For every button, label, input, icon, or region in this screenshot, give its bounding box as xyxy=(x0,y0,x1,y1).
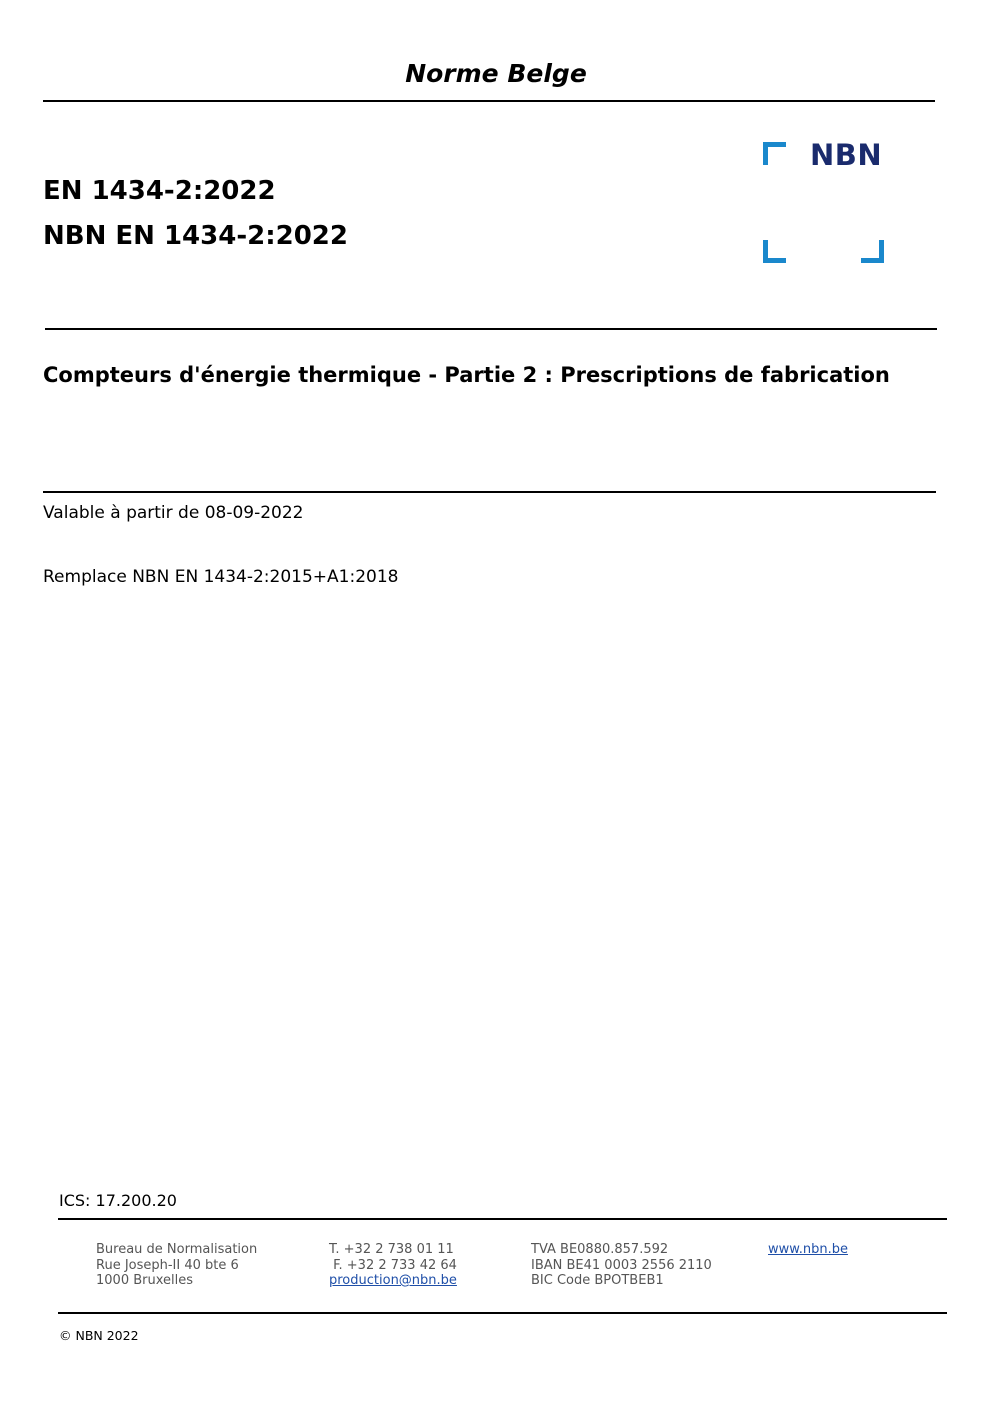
footer-web xyxy=(768,1242,848,1258)
footer-address-line: Bureau de Normalisation xyxy=(96,1242,258,1257)
logo-corner-top-left xyxy=(763,142,786,165)
title-top-divider xyxy=(45,328,937,330)
footer-address-line: Rue Joseph-II 40 bte 6 xyxy=(96,1257,239,1273)
title-bottom-divider xyxy=(43,491,936,493)
document-title: Compteurs d'énergie thermique - Partie 2 : Prescriptions de fabrication xyxy=(43,363,890,387)
header-divider xyxy=(43,100,935,102)
logo-corner-bottom-left xyxy=(763,240,786,263)
footer-address xyxy=(96,1242,257,1289)
footer-address-line: 1000 Bruxelles xyxy=(96,1273,194,1288)
standard-code-nbn: NBN EN 1434-2:2022 xyxy=(43,221,348,251)
logo-text: NBN xyxy=(810,138,883,172)
copyright: © NBN 2022 xyxy=(59,1328,139,1343)
ics-code: ICS: 17.200.20 xyxy=(59,1191,177,1210)
footer-bottom-divider xyxy=(58,1312,947,1314)
footer-tva: TVA BE0880.857.592 xyxy=(531,1242,669,1257)
footer-top-divider xyxy=(58,1218,947,1220)
footer-bic: BIC Code BPOTBEB1 xyxy=(531,1273,664,1288)
nbn-logo xyxy=(763,138,884,263)
footer-fax: F. +32 2 733 42 64 xyxy=(329,1257,457,1273)
footer-website-link[interactable]: www.nbn.be xyxy=(768,1242,848,1257)
footer-banking xyxy=(531,1242,712,1289)
footer-email-link[interactable]: production@nbn.be xyxy=(329,1273,457,1288)
replaces: Remplace NBN EN 1434-2:2015+A1:2018 xyxy=(43,567,399,587)
footer-phone: T. +32 2 738 01 11 xyxy=(329,1242,454,1257)
logo-corner-bottom-right xyxy=(861,240,884,263)
footer-contact xyxy=(329,1242,457,1289)
standard-code-en: EN 1434-2:2022 xyxy=(43,176,276,206)
header-title: Norme Belge xyxy=(405,59,587,88)
footer-iban: IBAN BE41 0003 2556 2110 xyxy=(531,1257,712,1273)
valid-from: Valable à partir de 08-09-2022 xyxy=(43,503,304,523)
